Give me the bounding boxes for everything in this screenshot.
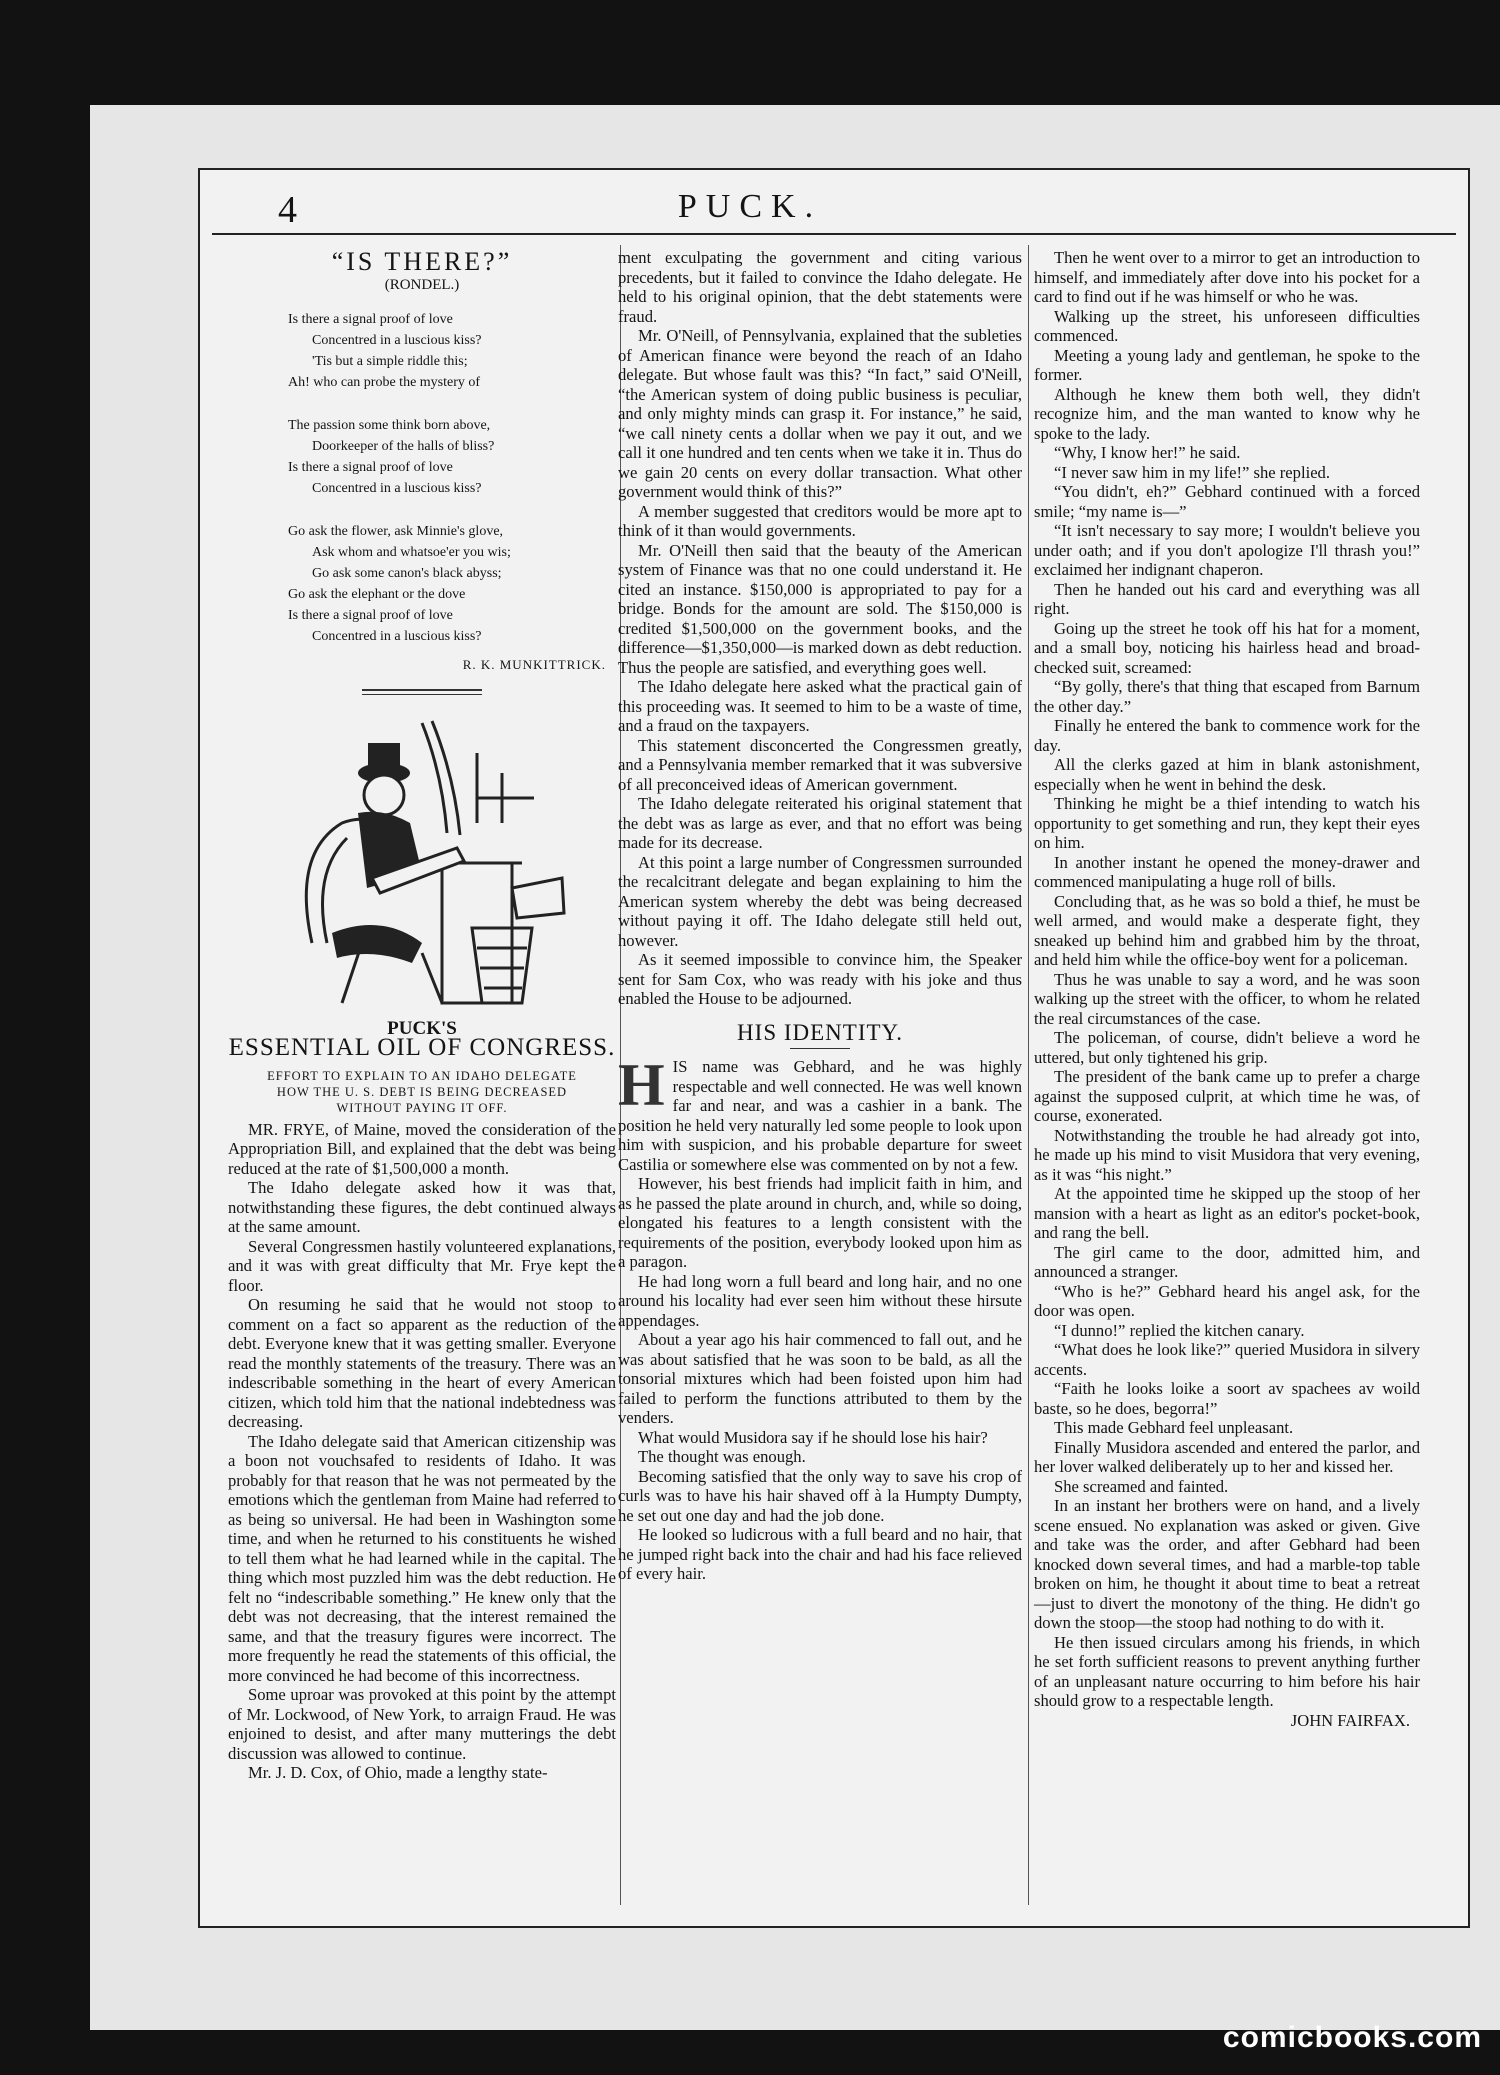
poem-line: Concentred in a luscious kiss?: [312, 333, 482, 348]
paragraph: “It isn't necessary to say more; I wouldn't believe you under oath; and if you don't apologize I'll thrash you!” exclaimed her indignant chaperon.: [1034, 521, 1420, 579]
paragraph: Then he went over to a mirror to get an introduction to himself, and immediately after dove into his pocket for a card to find out if he was himself or who he was.: [1034, 248, 1420, 306]
paragraph: “I never saw him in my life!” she replied.: [1054, 462, 1331, 482]
paragraph: The policeman, of course, didn't believe a word he uttered, but only tightened his grip.: [1034, 1028, 1420, 1067]
poem-line: Concentred in a luscious kiss?: [312, 481, 482, 496]
poem-line: Go ask the elephant or the dove: [288, 587, 466, 602]
paragraph: In an instant her brothers were on hand, and a lively scene ensued. No explanation was asked or given. Give and take was the order, and after Gebhard had been knocked down several times, and had a marble-top table broken on him, he thought it about time to beat a retreat—just to divert the monotony of the thing. He didn't go down the stoop—the stoop had nothing to do with it.: [1034, 1496, 1420, 1632]
column-1: [228, 248, 616, 1783]
paragraph: However, his best friends had implicit faith in him, and as he passed the plate around in church, and, while so doing, elongated his features to a length consistent with the requirements of the position, everybody looked upon him as a paragon.: [618, 1174, 1022, 1271]
article-headline: PUCK'S: [387, 1017, 457, 1039]
paragraph: Then he handed out his card and everything was all right.: [1034, 579, 1420, 618]
paragraph: What would Musidora say if he should lose his hair?: [638, 1427, 988, 1447]
paragraph: This statement disconcerted the Congressmen greatly, and a Pennsylvania member remarked that it was subversive of all preconceived ideas of American government.: [618, 735, 1022, 794]
poem-line: Is there a signal proof of love: [288, 460, 453, 475]
paragraph: Some uproar was provoked at this point by the attempt of Mr. Lockwood, of New York, to arraign Fraud. He was enjoined to desist, and after many mutterings the debt discussion was allowed to continue.: [228, 1685, 616, 1763]
paragraph: The Idaho delegate asked how it was that, notwithstanding these figures, the debt continued always at the same amount.: [228, 1178, 616, 1236]
paragraph: [618, 1052, 1022, 1174]
paragraph: Meeting a young lady and gentleman, he spoke to the former.: [1034, 345, 1420, 384]
paragraph-text: IS name was Gebhard, and he was highly respectable and well connected. He was well known far and near, and was a cashier in a bank. The position he held very naturally led some people to look upon him with suspicion, and his probable departure for sweet Castilia or somewhere else was commented on by not a few.: [618, 1057, 1022, 1174]
paragraph: Mr. O'Neill, of Pennsylvania, explained that the subleties of American finance were beyond the reach of an Idaho delegate. But whose fault was this? “In fact,” said O'Neill, “the American system of doing public business is peculiar, and only mighty minds can grasp it. For instance,” he said, “we call ninety cents a dollar when we pay it out, and we call it one hundred and ten cents when we take it in. Thus do we gain 20 cents on every dollar transaction. What other government would think of this?”: [618, 326, 1022, 501]
paragraph: A member suggested that creditors would be more apt to think of it than would governments.: [618, 501, 1022, 540]
header-rule: [212, 233, 1456, 235]
paragraph: At the appointed time he skipped up the stoop of her mansion with a heart as light as an editor's pocket-book, and rang the bell.: [1034, 1184, 1420, 1242]
paragraph: Finally Musidora ascended and entered the parlor, and her lover walked deliberately up to her and kissed her.: [1034, 1437, 1420, 1476]
poem-line: Go ask some canon's black abyss;: [312, 566, 502, 581]
column-3: [1034, 248, 1420, 1730]
paragraph: About a year ago his hair commenced to fall out, and he was about satisfied that he was soon to be bald, as all the tonsorial mixtures which had been foisted upon him had failed to perform the functions attributed to them by the venders.: [618, 1330, 1022, 1427]
paragraph: Mr. J. D. Cox, of Ohio, made a lengthy state-: [248, 1763, 548, 1782]
paragraph: In another instant he opened the money-drawer and commenced manipulating a huge roll of bills.: [1034, 852, 1420, 891]
poem-line: Is there a signal proof of love: [288, 312, 453, 327]
subhead-line: HOW THE U. S. DEBT IS BEING DECREASED: [276, 1084, 568, 1099]
poem-title: “IS THERE?”: [331, 247, 513, 276]
poem-line: Ah! who can probe the mystery of: [288, 375, 481, 390]
paragraph: Going up the street he took off his hat for a moment, and a small boy, noticing his hairless head and broad-checked suit, screamed:: [1034, 618, 1420, 677]
paragraph: “Who is he?” Gebhard heard his angel ask, for the door was open.: [1034, 1281, 1420, 1320]
column-2: [618, 248, 1022, 1584]
paragraph: He looked so ludicrous with a full beard and no hair, that he jumped right back into the chair and had his face relieved of every hair.: [618, 1525, 1022, 1583]
poem-subtitle: (RONDEL.): [384, 276, 460, 293]
paragraph-text: of Maine, moved the consideration of the Appropriation Bill, and explained that the debt was being reduced at the rate of $1,500,000 a month.: [228, 1119, 616, 1178]
speaker-name: MR. FRYE,: [248, 1119, 330, 1139]
subhead-line: WITHOUT PAYING IT OFF.: [336, 1100, 508, 1115]
paragraph: All the clerks gazed at him in blank astonishment, especially when he went in behind the desk.: [1034, 755, 1420, 794]
title-rule: [790, 1048, 850, 1049]
paragraph: The president of the bank came up to prefer a charge against the supposed culprit, at which time he was, of course, exonerated.: [1034, 1067, 1420, 1125]
paragraph: The thought was enough.: [638, 1447, 806, 1466]
page-number: 4: [278, 189, 297, 231]
paragraph: Several Congressmen hastily volunteered explanations, and it was with great difficulty that Mr. Frye kept the floor.: [228, 1236, 616, 1295]
paragraph: He then issued circulars among his friends, in which he set forth sufficient reasons to prevent anything further of an unpleasant nature occurring to him before his hair should grow to a respectable length.: [1034, 1632, 1420, 1710]
paragraph: The Idaho delegate said that American citizenship was a boon not vouchsafed to residents of Idaho. It was probably for that reason that he was not permeated by the emotions which the gentleman from Maine had referred to as being so universal. He had been in Washington some time, and when he returned to his constituents he wished to tell them what he had learned while in the capital. The thing which most puzzled him was the debt reduction. He felt no “indescribable something.” He knew only that the debt was not decreasing, that the interest remained the same, and that the treasury figures were incorrect. The more frequently he read the statements of this official, the more convinced he had become of this incorrectness.: [228, 1431, 616, 1685]
paragraph: Thinking he might be a thief intending to watch his opportunity to get something and run, they kept their eyes on him.: [1034, 794, 1420, 852]
drop-cap: H: [618, 1052, 665, 1118]
poem-line: The passion some think born above,: [288, 418, 491, 433]
poem-author: R. K. MUNKITTRICK.: [462, 657, 606, 672]
paragraph: The girl came to the door, admitted him, and announced a stranger.: [1034, 1242, 1420, 1281]
paragraph: Becoming satisfied that the only way to save his crop of curls was to have his hair shaved off à la Humpty Dumpty, he set out one day and had the job done.: [618, 1466, 1022, 1525]
poem-stanza: [288, 521, 616, 647]
article-title: HIS IDENTITY.: [737, 1019, 903, 1045]
paragraph: “By golly, there's that thing that escaped from Barnum the other day.”: [1034, 677, 1420, 716]
poem-line: Concentred in a luscious kiss?: [312, 629, 482, 644]
paragraph: This made Gebhard feel unpleasant.: [1054, 1418, 1294, 1437]
paragraph: The Idaho delegate here asked what the practical gain of this proceeding was. It seemed to him to be a waste of time, and a fraud on the taxpayers.: [618, 677, 1022, 735]
paragraph: Finally he entered the bank to commence work for the day.: [1034, 716, 1420, 755]
article-author: JOHN FAIRFAX.: [1290, 1710, 1410, 1730]
poem-line: Go ask the flower, ask Minnie's glove,: [288, 524, 504, 539]
paragraph: “What does he look like?” queried Musidora in silvery accents.: [1034, 1340, 1420, 1379]
poem-stanza: [288, 309, 616, 393]
paragraph: Notwithstanding the trouble he had already got into, he made up his mind to visit Musidora that very evening, as it was “his night.”: [1034, 1125, 1420, 1184]
paragraph: Thus he was unable to say a word, and he was soon walking up the street with the officer, to whom he related the real circumstances of the case.: [1034, 969, 1420, 1028]
subhead-line: EFFORT TO EXPLAIN TO AN IDAHO DELEGATE: [267, 1068, 577, 1083]
paragraph: The Idaho delegate reiterated his original statement that the debt was as large as ever, and that no effort was being made for its decrease.: [618, 794, 1022, 852]
paragraph: Mr. O'Neill then said that the beauty of the American system of Finance was that no one could understand it. He cited an instance. $150,000 is appropriated to pay for a bridge. Bonds for the amount are sold. The $150,000 is credited $1,500,000 on the government books, and the difference—$1,350,000—is marked down as debt reduction. Thus the people are satisfied, and everything goes well.: [618, 540, 1022, 677]
column-divider: [1028, 245, 1029, 1905]
paragraph: Concluding that, as he was so bold a thief, he must be well armed, and would make a desperate fight, they sneaked up behind him and grabbed him by the throat, and held him while the office-boy went for a policeman.: [1034, 891, 1420, 969]
paragraph: “You didn't, eh?” Gebhard continued with a forced smile; “my name is—”: [1034, 482, 1420, 521]
paragraph: Walking up the street, his unforeseen difficulties commenced.: [1034, 306, 1420, 345]
paragraph: “Faith he looks loike a soort av spachees av woild baste, so he does, begorra!”: [1034, 1379, 1420, 1418]
article-subhead: [228, 1068, 616, 1116]
paragraph: [228, 1120, 616, 1179]
watermark: comicbooks.com: [1222, 2021, 1482, 2054]
paragraph: “Why, I know her!” he said.: [1054, 443, 1241, 462]
article-headline: ESSENTIAL OIL OF CONGRESS.: [228, 1034, 616, 1061]
paragraph: At this point a large number of Congressmen surrounded the recalcitrant delegate and began explaining to him the American system whereby the debt was being decreased without paying it off. The Idaho delegate still held out, however.: [618, 852, 1022, 950]
section-divider: [362, 689, 482, 695]
paragraph: He had long worn a full beard and long hair, and no one around his locality had ever seen him without these hirsute appendages.: [618, 1271, 1022, 1330]
paragraph: Although he knew them both well, they didn't recognize him, and the man wanted to know why he spoke to the lady.: [1034, 384, 1420, 443]
poem-line: Ask whom and whatsoe'er you wis;: [312, 545, 511, 560]
paragraph: On resuming he said that he would not stoop to comment on a fact so apparent as the reduction of the debt. Everyone knew that it was getting smaller. Everyone read the monthly statements of the treasury. There was an indescribable something in the heart of every American citizen, which told him that the national indebtedness was decreasing.: [228, 1295, 616, 1431]
poem-line: Is there a signal proof of love: [288, 608, 453, 623]
paragraph: As it seemed impossible to convince him, the Speaker sent for Sam Cox, who was ready with his joke and thus enabled the House to be adjourned.: [618, 950, 1022, 1008]
cartoon-illustration: [272, 713, 572, 1013]
poem-line: 'Tis but a simple riddle this;: [312, 354, 468, 369]
masthead: PUCK.: [677, 188, 823, 225]
paragraph: She screamed and fainted.: [1054, 1476, 1229, 1496]
poem-stanza: [288, 415, 616, 499]
paragraph: ment exculpating the government and citing various precedents, but it failed to convince the Idaho delegate. He held to his original opinion, that the debt statements were fraud.: [618, 248, 1022, 326]
paragraph: “I dunno!” replied the kitchen canary.: [1054, 1320, 1305, 1340]
poem-line: Doorkeeper of the halls of bliss?: [312, 439, 495, 454]
